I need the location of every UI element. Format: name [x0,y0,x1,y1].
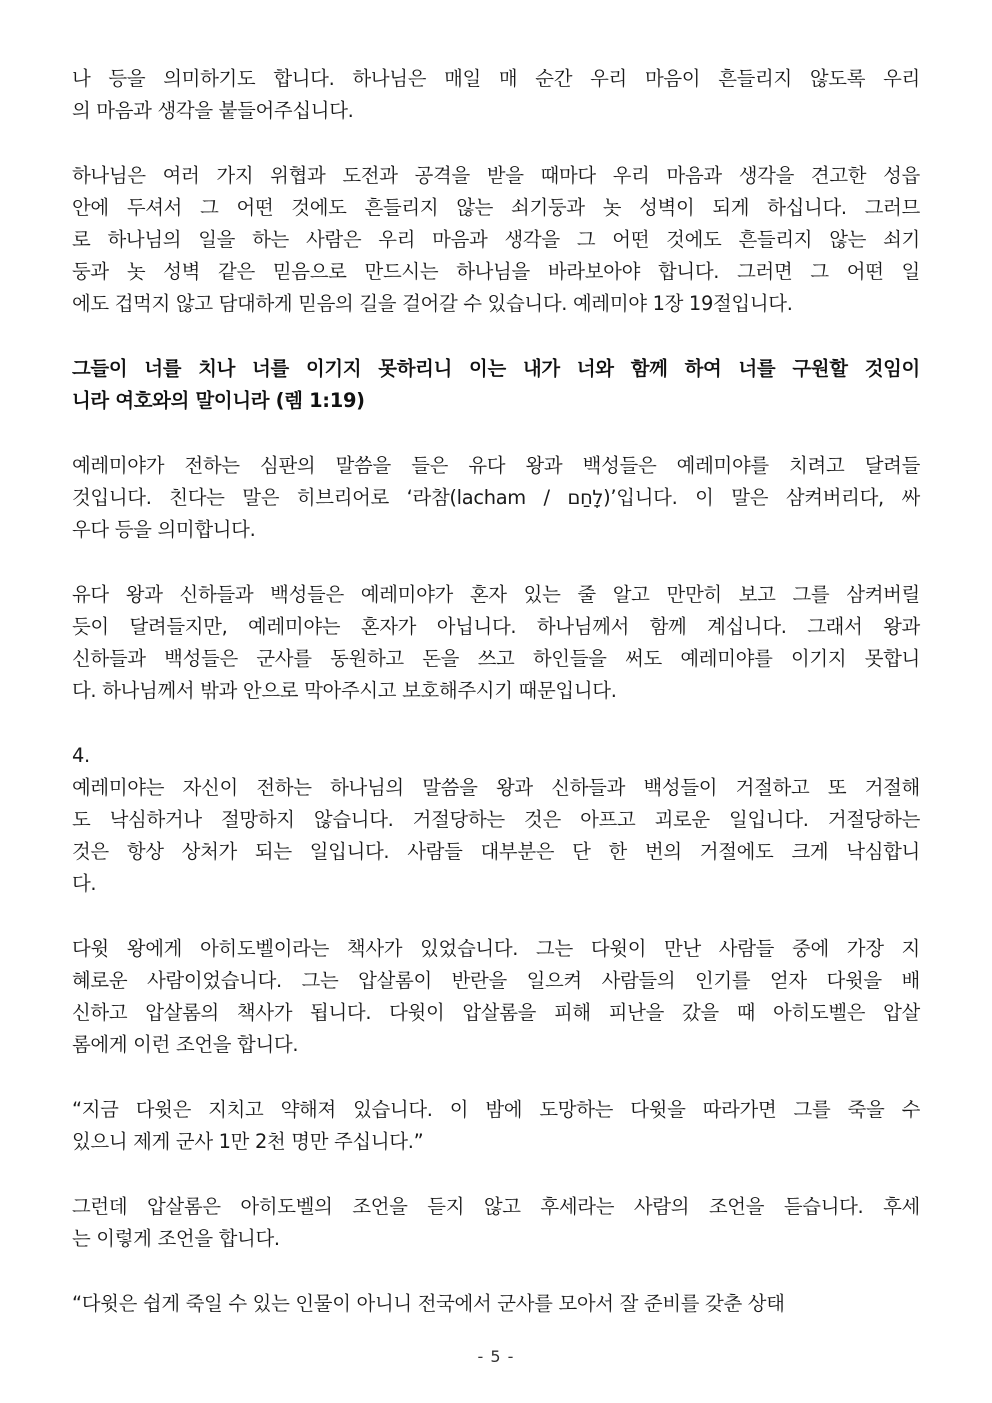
text-line: 것입니다. 친다는 말은 히브리어로 ‘라참(lacham / לָחַם)’입니다. 이 말은 삼켜버리다, 싸 [72,486,920,509]
text-line: 것은 항상 상처가 되는 일입니다. 사람들 대부분은 단 한 번의 거절에도 크게 낙심합니 [72,840,920,863]
paragraph [72,1094,920,1158]
text-line: 그런데 압살롬은 아히도벨의 조언을 듣지 않고 후세라는 사람의 조언을 듣습니다. 후세 [72,1195,920,1218]
text-line: 다. [72,872,97,895]
text-line: 나 등을 의미하기도 합니다. 하나님은 매일 매 순간 우리 마음이 흔들리지 않도록 우리 [72,67,920,90]
text-line: 롬에게 이런 조언을 합니다. [72,1033,299,1056]
text-line: 예레미야는 자신이 전하는 하나님의 말씀을 왕과 신하들과 백성들이 거절하고 또 거절해 [72,776,920,799]
text-line: 둥과 놋 성벽 같은 믿음으로 만드시는 하나님을 바라보아야 합니다. 그러면 그 어떤 일 [72,260,920,283]
paragraph [72,772,920,900]
paragraph [72,1191,920,1255]
text-line: 듯이 달려들지만, 예레미야는 혼자가 아닙니다. 하나님께서 함께 계십니다. 그래서 왕과 [72,615,920,638]
text-line: 는 이렇게 조언을 합니다. [72,1227,280,1250]
scripture-quote [72,353,920,417]
paragraph [72,579,920,707]
text-line: 혜로운 사람이었습니다. 그는 압살롬이 반란을 일으켜 사람들의 인기를 얻자 다윗을 배 [72,969,920,992]
text-line: 우다 등을 의미합니다. [72,518,256,541]
text-line: 니라 여호와의 말이니라 (렘 1:19) [72,389,365,412]
text-line: 로 하나님의 일을 하는 사람은 우리 마음과 생각을 그 어떤 것에도 흔들리지 않는 쇠기 [72,228,920,251]
text-line: 4. [72,744,90,767]
text-line: 의 마음과 생각을 붙들어주십니다. [72,99,354,122]
document-body [72,63,920,1353]
text-line: 다윗 왕에게 아히도벨이라는 책사가 있었습니다. 그는 다윗이 만난 사람들 중에 가장 지 [72,937,920,960]
page-number: - 5 - [477,1347,515,1366]
text-line: 유다 왕과 신하들과 백성들은 예레미야가 혼자 있는 줄 알고 만만히 보고 그를 삼켜버릴 [72,583,920,606]
text-line: “다윗은 쉽게 죽일 수 있는 인물이 아니니 전국에서 군사를 모아서 잘 준비를 갖춘 상태 [72,1292,785,1315]
text-line: 안에 두셔서 그 어떤 것에도 흔들리지 않는 쇠기둥과 놋 성벽이 되게 하십니다. 그러므 [72,196,920,219]
paragraph [72,933,920,1061]
text-line: 하나님은 여러 가지 위협과 도전과 공격을 받을 때마다 우리 마음과 생각을 견고한 성읍 [72,164,920,187]
text-line: “지금 다윗은 지치고 약해져 있습니다. 이 밤에 도망하는 다윗을 따라가면 그를 죽을 수 [72,1098,920,1121]
text-line: 있으니 제게 군사 1만 2천 명만 주십니다.” [72,1130,424,1153]
text-line: 신하고 압살롬의 책사가 됩니다. 다윗이 압살롬을 피해 피난을 갔을 때 아히도벨은 압살 [72,1001,920,1024]
paragraph [72,1288,920,1320]
paragraph [72,450,920,546]
text-line: 도 낙심하거나 절망하지 않습니다. 거절당하는 것은 아프고 괴로운 일입니다. 거절당하는 [72,808,920,831]
section-number [72,740,920,772]
text-line: 에도 겁먹지 않고 담대하게 믿음의 길을 걸어갈 수 있습니다. 예레미야 1장 19절입니다. [72,292,793,315]
paragraph [72,63,920,127]
text-line: 다. 하나님께서 밖과 안으로 막아주시고 보호해주시기 때문입니다. [72,679,617,702]
text-line: 그들이 너를 치나 너를 이기지 못하리니 이는 내가 너와 함께 하여 너를 구원할 것임이 [72,357,920,380]
paragraph [72,160,920,320]
text-line: 신하들과 백성들은 군사를 동원하고 돈을 쓰고 하인들을 써도 예레미야를 이기지 못합니 [72,647,920,670]
text-line: 예레미야가 전하는 심판의 말씀을 들은 유다 왕과 백성들은 예레미야를 치려고 달려들 [72,454,920,477]
